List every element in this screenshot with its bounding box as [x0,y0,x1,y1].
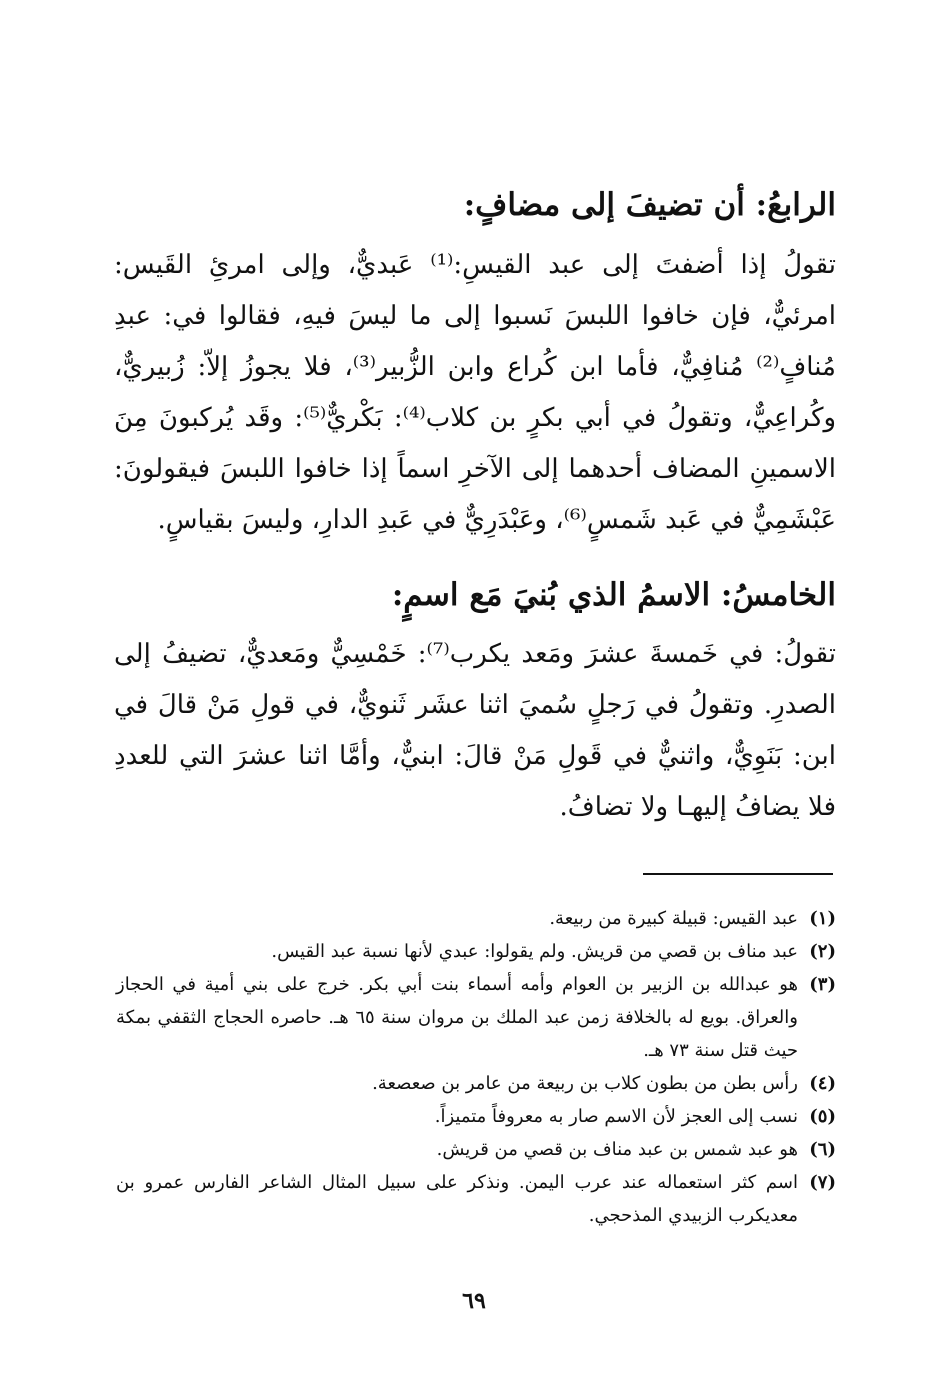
footnote-number: (٣) [809,974,836,995]
footnotes-list [116,902,836,1232]
footnote-text: اسم كثر استعماله عند عرب اليمن. ونذكر على سبيل المثال الشاعر الفارس عمرو بن معديكرب الزبيدي المذحجي. [116,1172,798,1226]
section-heading-fifth: الخامسُ: الاسمُ الذي بُنيَ مَع اسمٍ: [391,576,836,613]
footnote-text: هو عبد شمس بن عبد مناف بن قصي من قريش. [436,1139,798,1160]
footnote-number: (١) [809,908,836,929]
section-heading-fourth: الرابعُ: أن تضيفَ إلى مضافٍ: [463,186,836,223]
footnote-number: (٥) [809,1106,836,1127]
footnote-number: (٧) [809,1172,836,1193]
footnote-number: (٤) [809,1073,836,1094]
footnote-item [116,1133,836,1166]
footnote-number: (٦) [809,1139,836,1160]
page-number: ٦٩ [462,1288,486,1314]
footnote-text: هو عبدالله بن الزبير بن العوام وأمه أسماء بنت أبي بكر. خرج على بني أمية في الحجاز والعراق. بويع له بالخلافة زمن عبد الملك بن مروان سنة ٦٥ هـ. حاصره الحجاج الثقفي بمكة حيث قتل سنة ٧٣ هـ. [116,974,798,1061]
footnote-text: عبد مناف بن قصي من قريش. ولم يقولوا: عبدي لأنها نسبة عبد القيس. [271,941,798,962]
footnote-item [116,968,836,1067]
footnote-text: عبد القيس: قبيلة كبيرة من ربيعة. [549,908,798,929]
section-paragraph-fifth: تقولُ: في خَمسةَ عشرَ ومَعد يكرب⁽⁷⁾: خَمْسِيٌّ ومَعديٌّ، تضيفُ إلى الصدرِ. وتقولُ في رَجلٍ سُميَ اثنا عشَر ثَنويٌّ، في قولِ مَنْ قالَ في ابن: بَنَوِيٌّ، واثنيٌّ في قَولِ مَنْ قالَ: ابنيٌّ، وأمَّا اثنا عشرَ التي للعددِ فلا يضافُ إليهـا ولا تضافُ. [114,639,836,822]
footnote-item [116,1067,836,1100]
footnote-divider [643,873,833,875]
footnote-item [116,1100,836,1133]
footnote-item [116,1166,836,1232]
footnote-number: (٢) [809,941,836,962]
footnote-text: رأس بطن من بطون كلاب بن ربيعة من عامر بن صعصعة. [372,1073,798,1094]
section-paragraph-fourth: تقولُ إذا أضفتَ إلى عبد القيسِ:⁽¹⁾ عَبديٌّ، وإلى امرئِ القَيس: امرئيٌّ، فإن خافوا اللبسَ نَسبوا إلى ما ليسَ فيهِ، فقالوا في: عبدِ مُنافٍ⁽²⁾ مُنافِيٌّ، فأما ابن كُراع وابن الزُّبير⁽³⁾، فلا يجوزُ إلاّ: زُبيريٌّ، وكُراعِيٌّ، وتقولُ في أبي بكرٍ بن كلاب⁽⁴⁾: بَكْريٌّ⁽⁵⁾: وقَد يُركبونَ مِنَ الاسمينِ المضاف أحدهما إلى الآخرِ اسماً إذا خافوا اللبسَ فيقولونَ: عَبْشَمِيٌّ في عَبد شَمسٍ⁽⁶⁾، وعَبْدَرِيٌّ في عَبدِ الدارِ، وليسَ بقياسٍ. [114,250,837,535]
footnote-text: نسب إلى العجز لأن الاسم صار به معروفاً متميزاً. [434,1106,798,1127]
footnote-item [116,902,836,935]
footnote-item [116,935,836,968]
